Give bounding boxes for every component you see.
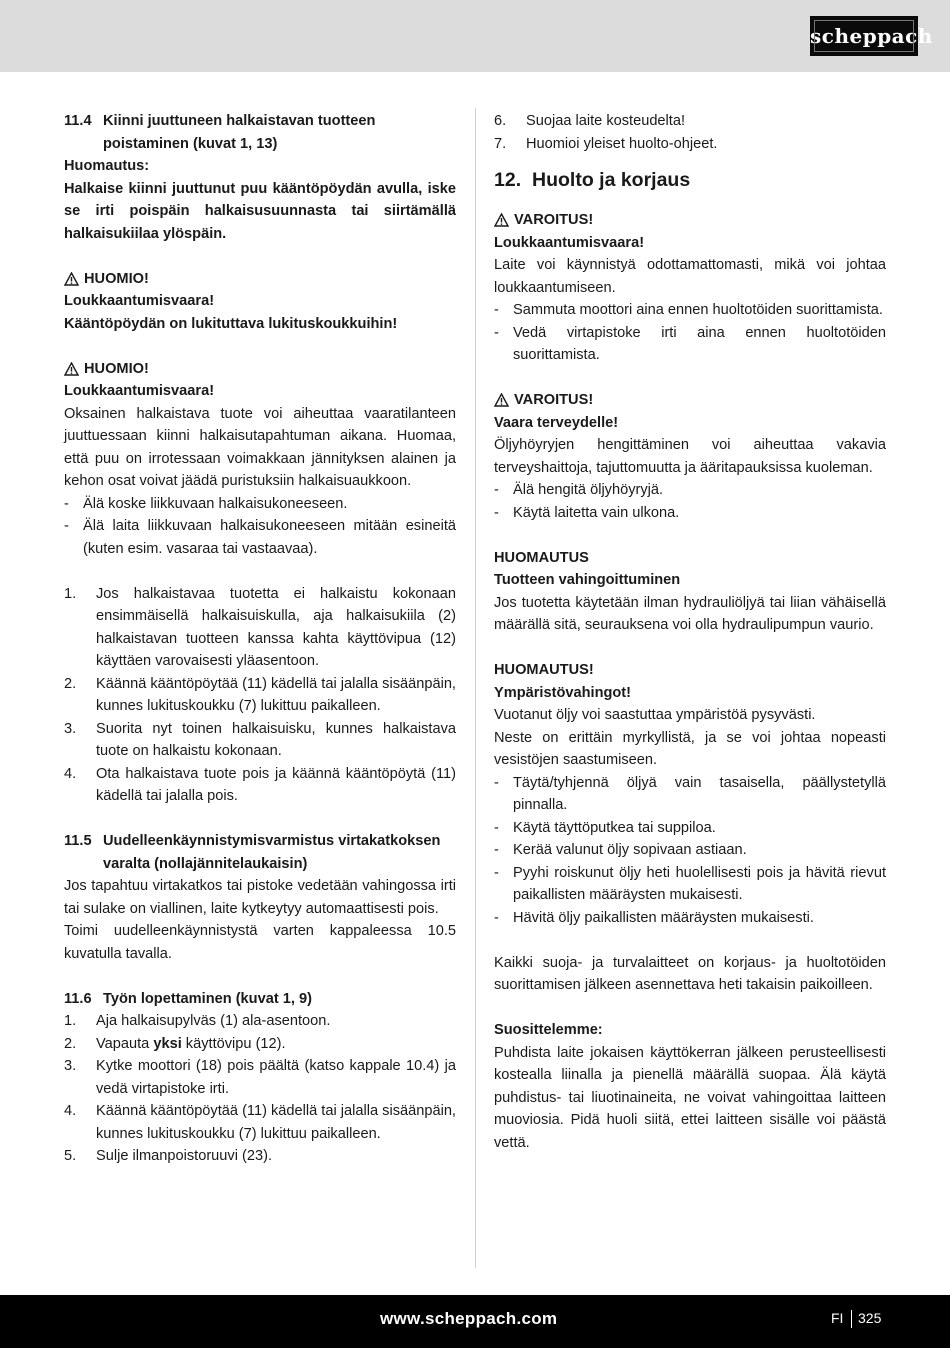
list-item: - Täytä/tyhjennä öljyä vain tasaisella, päällystetyllä pinnalla. [494, 772, 886, 817]
list-item [64, 763, 456, 808]
step-text: Suojaa laite kosteudelta! [526, 113, 686, 129]
warning-text: Oksainen halkaistava tuote voi aiheuttaa vaaratilanteen juuttuessaan kiinni halkaisutapahtuman aikana. Huomaa, että puu on irrotessaan voimakkaan jännityksen alainen ja kehon osat voivat jäädä puristuksiin halkaisuaukkoon. [64, 405, 456, 489]
list-item: - Sammuta moottori aina ennen huoltotöiden suorittamista. [494, 299, 886, 322]
section-number: 11.6 [64, 990, 92, 1007]
warning-label: VAROITUS! [514, 212, 594, 228]
section-title: Uudelleenkäynnistymisvarmistus virtakatkoksen varalta (nollajännitelaukaisin) [103, 833, 441, 872]
list-item [64, 1100, 456, 1145]
bullet-text: Sammuta moottori aina ennen huoltotöiden suorittamista. [513, 302, 883, 318]
note-line: Tuotteen vahingoittuminen [494, 572, 681, 588]
paragraph: Jos tapahtuu virtakatkos tai pistoke vedetään vahingossa irti tai sulake on viallinen, laite kytkeytyy automaattisesti pois. [64, 878, 456, 917]
warning-heading [494, 209, 886, 232]
step-text-bold: yksi [153, 1035, 182, 1052]
bullet-text: Hävitä öljy paikallisten määräysten mukaisesti. [513, 909, 814, 926]
step-text: Käännä kääntöpöytää (11) kädellä tai jalalla sisäänpäin, kunnes lukituskoukku (7) lukittuu paikalleen. [96, 675, 456, 714]
warning-line: Loukkaantumisvaara! [494, 234, 645, 251]
list-item [494, 110, 886, 133]
warning-triangle-icon [64, 272, 79, 286]
step-number: 2. [64, 675, 77, 692]
list-item [64, 1055, 456, 1100]
chapter-number: 12. [494, 169, 522, 191]
list-item [64, 583, 456, 673]
warning-text: Öljyhöyryjen hengittäminen voi aiheuttaa vakavia terveyshaittoja, tajuttomuutta ja ääritapauksissa kuoleman. [494, 437, 886, 476]
step-number: 3. [64, 1058, 77, 1074]
step-number: 4. [64, 765, 77, 782]
page-footer [0, 1295, 950, 1348]
section-title: Kiinni juuttuneen halkaistavan tuotteen poistaminen (kuvat 1, 13) [103, 113, 376, 152]
list-item: - Käytä täyttöputkea tai suppiloa. [494, 817, 886, 840]
note-text: Vuotanut öljy voi saastuttaa ympäristöä pysyvästi. [494, 707, 816, 723]
step-number: 1. [64, 585, 77, 602]
list-item: - Kerää valunut öljy sopivaan astiaan. [494, 839, 886, 862]
step-text: Ota halkaistava tuote pois ja käännä kääntöpöytä (11) kädellä tai jalalla pois. [96, 765, 456, 804]
bullet-text: Pyyhi roiskunut öljy heti huolellisesti pois ja hävitä rievut paikallisten määräysten mukaisesti. [513, 864, 886, 903]
bullet-text: Kerää valunut öljy sopivaan astiaan. [513, 842, 747, 858]
bullet-text: Käytä täyttöputkea tai suppiloa. [513, 819, 716, 836]
step-text: Kytke moottori (18) pois päältä (katso kappale 10.4) ja vedä virtapistoke irti. [96, 1058, 456, 1097]
list-item: - Vedä virtapistoke irti aina ennen huoltotöiden suorittamista. [494, 322, 886, 367]
section-number: 11.5 [64, 833, 92, 849]
step-number: 6. [494, 113, 507, 129]
warning-heading [64, 358, 456, 381]
list-item: - Älä hengitä öljyhöyryjä. [494, 479, 886, 502]
warning-label: HUOMIO! [84, 360, 149, 377]
step-text: Huomioi yleiset huolto-ohjeet. [526, 135, 718, 152]
section-title: Työn lopettaminen (kuvat 1, 9) [103, 990, 312, 1007]
list-item [64, 1145, 456, 1168]
step-number: 4. [64, 1103, 77, 1119]
step-text: Aja halkaisupylväs (1) ala-asentoon. [96, 1013, 331, 1029]
bullet-text: Vedä virtapistoke irti aina ennen huoltotöiden suorittamista. [513, 324, 886, 363]
page-header [0, 0, 950, 72]
footer-separator [851, 1310, 852, 1328]
warning-line: Loukkaantumisvaara! [64, 383, 215, 399]
warning-heading [64, 268, 456, 291]
warning-heading [494, 389, 886, 412]
note-line: Ympäristövahingot! [494, 684, 632, 701]
section-heading-11-6 [64, 988, 456, 1011]
step-text-pre: Vapauta [96, 1035, 154, 1052]
bullet-text: Älä hengitä öljyhöyryjä. [513, 482, 664, 498]
warning-line: Vaara terveydelle! [494, 414, 619, 431]
brand-logo: scheppach [810, 16, 918, 56]
recommend-label: Suosittelemme: [494, 1022, 603, 1038]
paragraph: Toimi uudelleenkäynnistystä varten kappaleessa 10.5 kuvatulla tavalla. [64, 923, 456, 962]
note-label: Huomautus: [64, 158, 150, 174]
bullet-text: Älä koske liikkuvaan halkaisukoneeseen. [83, 495, 348, 512]
step-number: 3. [64, 720, 77, 737]
note-label: HUOMAUTUS [494, 549, 589, 566]
note-text: Halkaise kiinni juuttunut puu kääntöpöydän avulla, iske se irti poispäin halkaisusuunnasta tai siirtämällä halkaisukiilaa ylöspäin. [64, 180, 456, 242]
bullet-text: Älä laita liikkuvaan halkaisukoneeseen mitään esineitä (kuten esim. vasaraa tai vastaavaa). [83, 518, 456, 557]
list-item: - Älä koske liikkuvaan halkaisukoneeseen. [64, 493, 456, 516]
step-number: 1. [64, 1013, 77, 1029]
section-heading-11-4 [64, 110, 456, 155]
left-column [64, 110, 456, 1168]
bullet-text: Täytä/tyhjennä öljyä vain tasaisella, päällystetyllä pinnalla. [513, 774, 886, 813]
step-text: Käännä kääntöpöytää (11) kädellä tai jalalla sisäänpäin, kunnes lukituskoukku (7) lukittuu paikalleen. [96, 1103, 456, 1142]
list-item: - Hävitä öljy paikallisten määräysten mukaisesti. [494, 907, 886, 930]
section-number: 11.4 [64, 113, 92, 129]
chapter-title: Huolto ja korjaus [532, 169, 691, 191]
step-text-post: käyttövipu (12). [181, 1035, 286, 1052]
step-text: Jos halkaistavaa tuotetta ei halkaistu kokonaan ensimmäisellä halkaisuiskulla, aja halkaisukiila (2) halkaistavan tuotteen kanssa kahta käyttövipua (12) käyttäen varovaisesti yläasentoon. [96, 585, 456, 669]
language-code: FI [831, 1310, 844, 1326]
warning-label: HUOMIO! [84, 270, 149, 287]
list-item [64, 1033, 456, 1056]
chapter-heading-12 [494, 167, 886, 193]
section-heading-11-5 [64, 830, 456, 875]
list-item: - Älä laita liikkuvaan halkaisukoneeseen mitään esineitä (kuten esim. vasaraa tai vastaavaa). [64, 515, 456, 560]
warning-text: Laite voi käynnistyä odottamattomasti, mikä voi johtaa loukkaantumiseen. [494, 257, 886, 296]
footer-website-link[interactable]: www.scheppach.com [380, 1309, 558, 1328]
note-text: Jos tuotetta käytetään ilman hydrauliöljyä tai liian vähäisellä määrällä sitä, seurauksena voi olla hydraulipumpun vaurio. [494, 594, 886, 633]
step-text: Sulje ilmanpoistoruuvi (23). [96, 1148, 273, 1164]
page-number: 325 [858, 1310, 882, 1326]
step-text [96, 1033, 456, 1056]
warning-line: Loukkaantumisvaara! [64, 293, 215, 309]
step-text: Suorita nyt toinen halkaisuisku, kunnes halkaistava tuote on halkaistu kokonaan. [96, 720, 456, 759]
column-divider [475, 108, 476, 1268]
list-item: - Käytä laitetta vain ulkona. [494, 502, 886, 525]
step-number: 7. [494, 135, 507, 152]
warning-triangle-icon [64, 362, 79, 376]
step-number: 5. [64, 1148, 77, 1164]
list-item [64, 673, 456, 718]
bullet-text: Käytä laitetta vain ulkona. [513, 504, 680, 521]
note-text: Neste on erittäin myrkyllistä, ja se voi johtaa nopeasti vesistöjen saastumiseen. [494, 729, 886, 768]
warning-label: VAROITUS! [514, 392, 594, 408]
warning-triangle-icon [494, 213, 509, 227]
list-item [494, 133, 886, 156]
warning-line: Kääntöpöydän on lukituttava lukituskoukkuihin! [64, 315, 398, 332]
step-number: 2. [64, 1035, 77, 1052]
paragraph: Kaikki suoja- ja turvalaitteet on korjaus- ja huoltotöiden suorittamisen jälkeen asennettava heti takaisin paikoilleen. [494, 954, 886, 993]
right-column [494, 110, 886, 1154]
list-item [64, 1010, 456, 1033]
list-item: - Pyyhi roiskunut öljy heti huolellisesti pois ja hävitä rievut paikallisten määräysten mukaisesti. [494, 862, 886, 907]
recommend-text: Puhdista laite jokaisen käyttökerran jälkeen perusteellisesti kostealla liinalla ja pienellä määrällä suopaa. Älä käytä puhdistus- tai liuotinaineita, ne voivat vahingoittaa laitteen muoviosia. Pidä huoli siitä, ettei laitteen sisälle voi päästä vettä. [494, 1044, 886, 1151]
note-label: HUOMAUTUS! [494, 662, 594, 678]
list-item [64, 718, 456, 763]
warning-triangle-icon [494, 393, 509, 407]
